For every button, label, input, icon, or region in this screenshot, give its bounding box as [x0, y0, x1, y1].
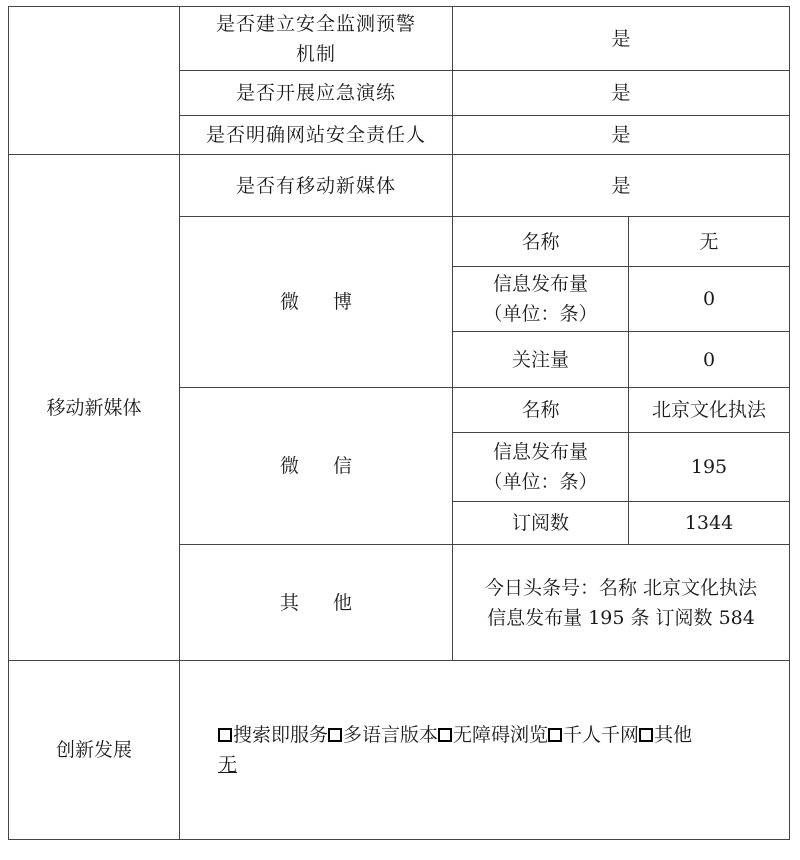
has-mobile-media-label: 是否有移动新媒体	[180, 155, 453, 217]
emergency-drill-value: 是	[453, 71, 790, 116]
checkbox-search-service[interactable]	[218, 728, 232, 742]
label-line: 是否建立安全监测预警	[215, 12, 416, 35]
label-char: 微	[279, 291, 299, 313]
security-officer-label: 是否明确网站安全责任人	[180, 116, 453, 155]
weibo-followers-value: 0	[629, 332, 790, 388]
other-media-line: 信息发布量 195 条 订阅数 584	[487, 606, 755, 629]
wechat-subscribers-label: 订阅数	[453, 502, 629, 545]
wechat-name-label: 名称	[453, 388, 629, 433]
other-value: 无	[218, 754, 238, 776]
label-char: 他	[333, 591, 353, 614]
security-monitoring-value: 是	[453, 7, 790, 71]
report-table	[8, 6, 790, 840]
emergency-drill-label: 是否开展应急演练	[180, 71, 453, 116]
option-label: 多语言版本	[343, 724, 439, 746]
other-media-line: 今日头条号：名称 北京文化执法	[484, 576, 758, 599]
checkbox-other[interactable]	[639, 728, 653, 742]
weibo-posts-label	[453, 267, 629, 332]
has-mobile-media-value: 是	[453, 155, 790, 217]
option-label: 无障碍浏览	[453, 724, 549, 746]
security-monitoring-label	[180, 7, 453, 71]
label-char: 博	[333, 291, 353, 313]
weibo-name-value: 无	[629, 217, 790, 267]
other-media-label	[180, 545, 453, 661]
wechat-posts-label	[453, 433, 629, 502]
weibo-posts-value: 0	[629, 267, 790, 332]
other-media-value	[453, 545, 790, 661]
table-row	[9, 155, 790, 217]
label-line: （单位：条）	[483, 303, 598, 325]
option-label: 千人千网	[563, 724, 640, 746]
weibo-followers-label: 关注量	[453, 332, 629, 388]
option-label: 其他	[654, 724, 693, 746]
wechat-label	[180, 388, 453, 545]
innovation-options	[180, 661, 790, 840]
weibo-label	[180, 217, 453, 388]
wechat-name-value: 北京文化执法	[629, 388, 790, 433]
checkbox-personalized[interactable]	[548, 728, 562, 742]
label-char: 微	[279, 455, 299, 477]
label-line: （单位：条）	[483, 471, 598, 493]
label-char: 信	[333, 455, 353, 477]
label-line: 信息发布量	[492, 441, 588, 463]
innovation-section-label: 创新发展	[9, 661, 180, 840]
wechat-subscribers-value: 1344	[629, 502, 790, 545]
innovation-checkbox-list	[218, 720, 781, 750]
label-line: 机制	[295, 42, 336, 65]
table-row	[9, 7, 790, 71]
weibo-name-label: 名称	[453, 217, 629, 267]
label-char: 其	[279, 591, 299, 614]
table-row	[9, 661, 790, 840]
checkbox-accessibility[interactable]	[438, 728, 452, 742]
mobile-media-section-label	[9, 155, 180, 661]
label-line: 信息发布量	[492, 273, 588, 295]
security-section-label-cell	[9, 7, 180, 155]
section-label: 移动新媒体	[46, 396, 142, 419]
checkbox-multilingual[interactable]	[328, 728, 342, 742]
security-officer-value: 是	[453, 116, 790, 155]
wechat-posts-value: 195	[629, 433, 790, 502]
option-label: 搜索即服务	[233, 724, 329, 746]
